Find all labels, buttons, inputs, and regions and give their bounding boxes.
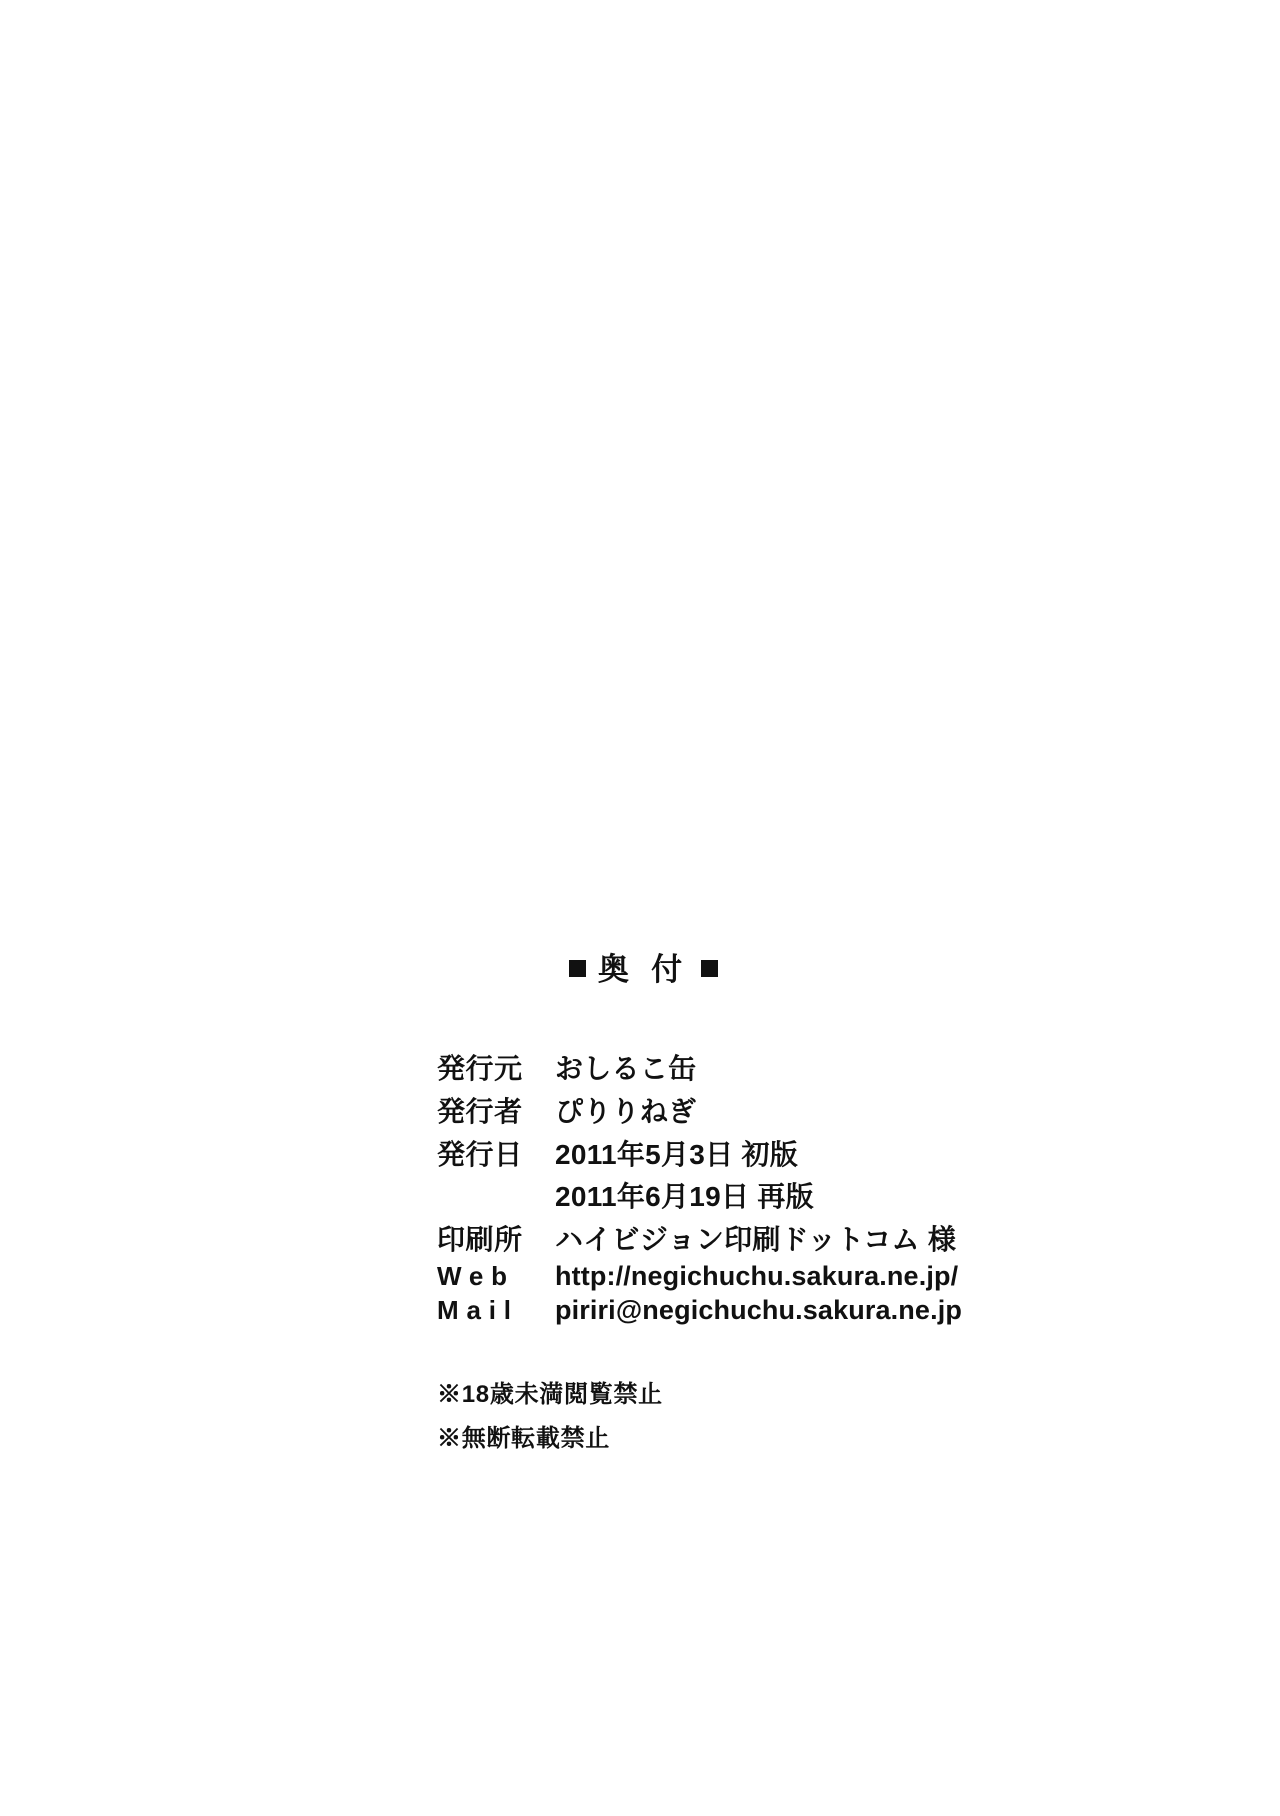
note-no-reproduction: ※無断転載禁止 (437, 1425, 611, 1452)
colophon-label-web: Web (437, 1261, 515, 1291)
colophon-row-date-second (437, 1175, 1137, 1215)
colophon-block (0, 944, 1280, 1452)
colophon-label-publisher: 発行元 (437, 1053, 523, 1084)
square-marker-left-icon (569, 960, 586, 977)
colophon-row-printer (437, 1218, 1137, 1258)
note-age-restriction: ※18歳未満閲覧禁止 (437, 1381, 663, 1408)
colophon-label-date: 発行日 (437, 1139, 523, 1170)
colophon-heading (0, 944, 1280, 989)
colophon-label-mail: Mail (437, 1295, 519, 1325)
colophon-value-publisher: おしるこ缶 (555, 1053, 697, 1084)
colophon-heading-text: 奥 付 (597, 952, 689, 987)
colophon-info-list (437, 1047, 1137, 1329)
colophon-label-printer: 印刷所 (437, 1224, 523, 1255)
colophon-value-printer: ハイビジョン印刷ドットコム 様 (555, 1224, 957, 1255)
colophon-value-mail[interactable]: piriri@negichuchu.sakura.ne.jp (555, 1295, 962, 1325)
colophon-row-date-first (437, 1133, 1137, 1173)
colophon-notes (437, 1374, 663, 1462)
colophon-value-web[interactable]: http://negichuchu.sakura.ne.jp/ (555, 1261, 959, 1291)
colophon-value-date-second: 2011年6月19日 再版 (555, 1181, 814, 1212)
colophon-row-author (437, 1090, 1137, 1130)
colophon-value-author: ぴりりねぎ (555, 1096, 697, 1127)
square-marker-right-icon (701, 960, 718, 977)
colophon-value-date-first: 2011年5月3日 初版 (555, 1139, 799, 1170)
colophon-row-mail (437, 1295, 1137, 1326)
colophon-label-author: 発行者 (437, 1096, 523, 1127)
colophon-row-web (437, 1261, 1137, 1292)
colophon-row-publisher (437, 1047, 1137, 1087)
